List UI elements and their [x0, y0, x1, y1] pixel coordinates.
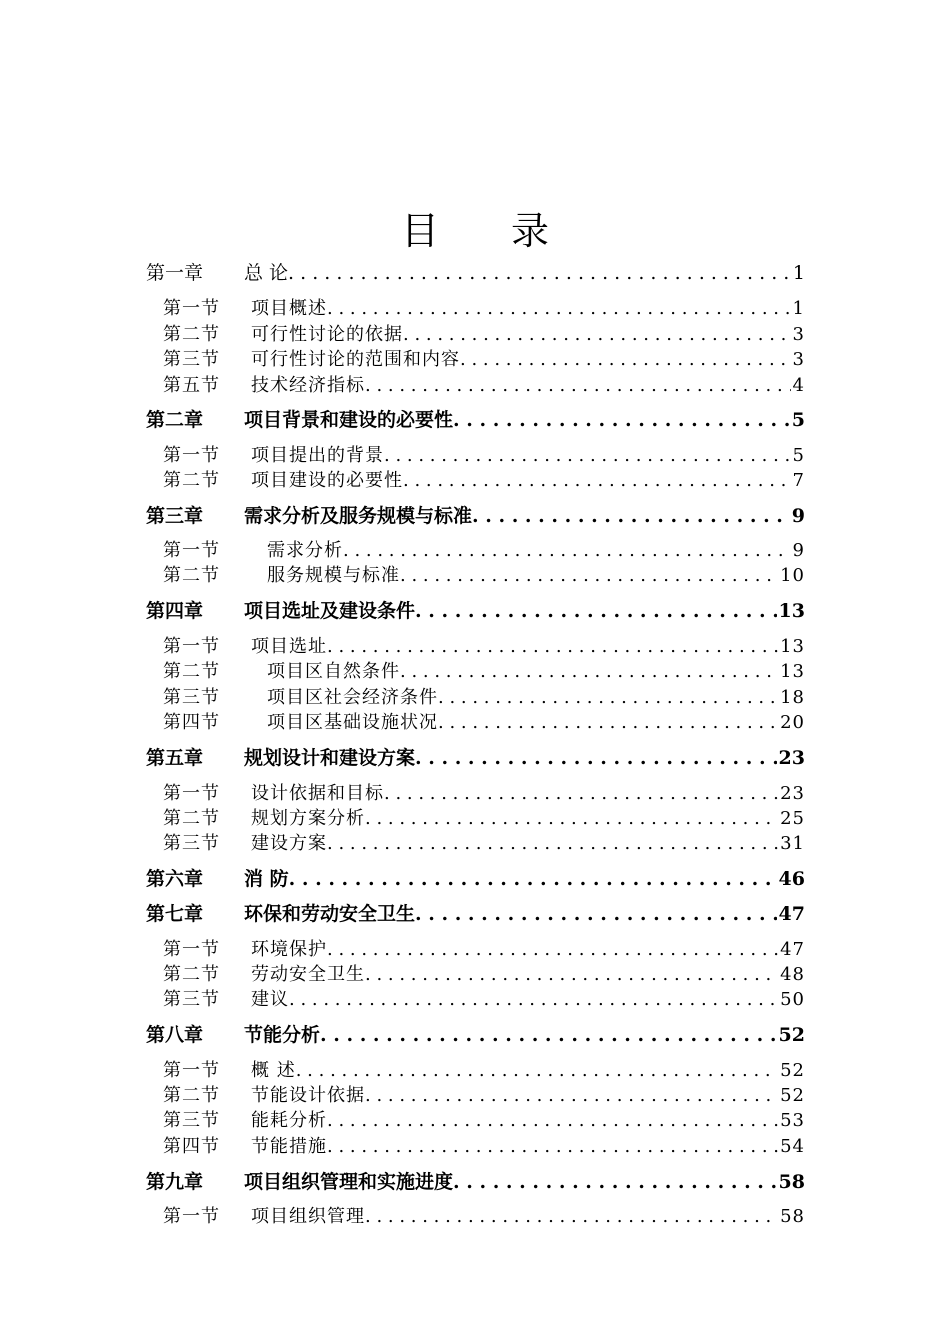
page-number: 52: [780, 1060, 805, 1081]
section-title: 技术经济指标: [251, 375, 365, 396]
chapter-title: 需求分析及服务规模与标准: [244, 505, 473, 527]
toc-section-entry[interactable]: [163, 779, 805, 805]
dot-leader: [327, 833, 778, 854]
section-number: 第一节: [163, 636, 220, 657]
section-title: 环境保护: [251, 939, 327, 960]
toc-section-entry[interactable]: [163, 804, 805, 830]
dot-leader: [384, 445, 791, 466]
chapter-number: 第三章: [146, 505, 204, 527]
section-number: 第三节: [163, 989, 220, 1010]
toc-section-entry[interactable]: [163, 1106, 805, 1132]
page-number: 18: [780, 687, 805, 708]
section-number: 第二节: [163, 470, 220, 491]
dot-leader: [400, 661, 778, 682]
dot-leader: [403, 324, 791, 345]
toc-section-entry[interactable]: [163, 985, 805, 1011]
chapter-title: 总 论: [244, 262, 289, 284]
toc-chapter-entry[interactable]: [146, 1167, 805, 1194]
section-number: 第三节: [163, 687, 220, 708]
page-number: 52: [778, 1024, 805, 1046]
section-number: 第五节: [163, 375, 220, 396]
page-number: 46: [778, 868, 805, 890]
chapter-number: 第八章: [146, 1024, 204, 1046]
dot-leader: [438, 712, 778, 733]
section-title: 设计依据和目标: [251, 783, 384, 804]
section-title: 项目概述: [251, 298, 327, 319]
toc-chapter-entry[interactable]: [146, 596, 805, 623]
section-title: 项目选址: [251, 636, 327, 657]
section-title: 需求分析: [267, 540, 343, 561]
dot-leader: [400, 565, 778, 586]
toc-section-entry[interactable]: [163, 1056, 805, 1082]
section-number: 第二节: [163, 565, 220, 586]
section-title: 可行性讨论的依据: [251, 324, 403, 345]
chapter-title: 规划设计和建设方案: [244, 747, 416, 769]
chapter-title: 节能分析: [244, 1024, 321, 1046]
page-number: 13: [778, 600, 805, 622]
section-title: 规划方案分析: [251, 808, 365, 829]
section-title: 项目区基础设施状况: [267, 712, 438, 733]
dot-leader: [460, 349, 791, 370]
section-title: 项目建设的必要性: [251, 470, 403, 491]
page-number: 9: [792, 540, 805, 561]
page-number: 9: [791, 505, 805, 527]
section-title: 项目组织管理: [251, 1206, 365, 1227]
dot-leader: [327, 298, 791, 319]
toc-section-entry[interactable]: [163, 935, 805, 961]
dot-leader: [438, 687, 778, 708]
page-number: 47: [778, 903, 805, 925]
dot-leader: [296, 1060, 778, 1081]
dot-leader: [365, 964, 778, 985]
page-number: 1: [792, 298, 805, 319]
section-number: 第一节: [163, 298, 220, 319]
dot-leader: [289, 989, 778, 1010]
toc-section-entry[interactable]: [163, 320, 805, 346]
page-number: 23: [780, 783, 805, 804]
section-title: 建设方案: [251, 833, 327, 854]
page-number: 13: [780, 661, 805, 682]
dot-leader: [327, 1136, 778, 1157]
section-title: 服务规模与标准: [267, 565, 400, 586]
chapter-title: 环保和劳动安全卫生: [244, 903, 416, 925]
page-number: 53: [780, 1110, 805, 1131]
section-number: 第四节: [163, 712, 220, 733]
dot-leader: [289, 868, 777, 890]
page-number: 48: [780, 964, 805, 985]
page-number: 20: [780, 712, 805, 733]
section-title: 项目区社会经济条件: [267, 687, 438, 708]
page-number: 58: [778, 1171, 805, 1193]
toc-section-entry[interactable]: [163, 657, 805, 683]
section-title: 劳动安全卫生: [251, 964, 365, 985]
toc-section-entry[interactable]: [163, 441, 805, 467]
toc-chapter-entry[interactable]: [146, 258, 805, 285]
chapter-number: 第二章: [146, 409, 204, 431]
page-number: 13: [780, 636, 805, 657]
page-number: 5: [792, 445, 805, 466]
section-title: 能耗分析: [251, 1110, 327, 1131]
toc-section-entry[interactable]: [163, 960, 805, 986]
toc-chapter-entry[interactable]: [146, 864, 805, 891]
page-number: 58: [780, 1206, 805, 1227]
dot-leader: [384, 783, 778, 804]
page-number: 10: [780, 565, 805, 586]
dot-leader: [343, 540, 791, 561]
section-number: 第二节: [163, 808, 220, 829]
section-title: 节能措施: [251, 1136, 327, 1157]
dot-leader: [415, 747, 777, 769]
toc-section-entry[interactable]: [163, 683, 805, 709]
section-title: 概 述: [251, 1060, 296, 1081]
toc-section-entry[interactable]: [163, 708, 805, 734]
toc-chapter-entry[interactable]: [146, 501, 805, 528]
page-number: 25: [780, 808, 805, 829]
dot-leader: [320, 1024, 777, 1046]
section-number: 第一节: [163, 445, 220, 466]
toc-section-entry[interactable]: [163, 345, 805, 371]
toc-section-entry[interactable]: [163, 1081, 805, 1107]
page-number: 54: [780, 1136, 805, 1157]
chapter-number: 第四章: [146, 600, 204, 622]
section-number: 第三节: [163, 1110, 220, 1131]
section-number: 第四节: [163, 1136, 220, 1157]
section-number: 第二节: [163, 964, 220, 985]
dot-leader: [403, 470, 791, 491]
toc-chapter-entry[interactable]: [146, 743, 805, 770]
page-number: 52: [780, 1085, 805, 1106]
section-title: 建议: [251, 989, 289, 1010]
section-number: 第三节: [163, 833, 220, 854]
toc-section-entry[interactable]: [163, 466, 805, 492]
section-number: 第二节: [163, 324, 220, 345]
dot-leader: [453, 409, 790, 431]
section-number: 第一节: [163, 540, 220, 561]
dot-leader: [327, 939, 778, 960]
chapter-title: 项目组织管理和实施进度: [244, 1171, 454, 1193]
page-number: 3: [792, 349, 805, 370]
section-number: 第一节: [163, 1060, 220, 1081]
dot-leader: [415, 903, 777, 925]
page-number: 23: [778, 747, 805, 769]
page-number: 31: [780, 833, 805, 854]
page-number: 3: [792, 324, 805, 345]
dot-leader: [453, 1171, 777, 1193]
chapter-title: 消 防: [244, 868, 289, 890]
toc-section-entry[interactable]: [163, 829, 805, 855]
section-number: 第二节: [163, 1085, 220, 1106]
dot-leader: [472, 505, 790, 527]
dot-leader: [365, 1085, 778, 1106]
toc-title: 目 录: [400, 209, 580, 253]
dot-leader: [288, 262, 791, 284]
dot-leader: [327, 636, 778, 657]
section-title: 项目区自然条件: [267, 661, 400, 682]
chapter-title: 项目选址及建设条件: [244, 600, 416, 622]
section-number: 第一节: [163, 783, 220, 804]
toc-section-entry[interactable]: [163, 1132, 805, 1158]
toc-chapter-entry[interactable]: [146, 1020, 805, 1047]
toc-section-entry[interactable]: [163, 632, 805, 658]
section-number: 第一节: [163, 939, 220, 960]
section-title: 项目提出的背景: [251, 445, 384, 466]
section-number: 第二节: [163, 661, 220, 682]
section-title: 可行性讨论的范围和内容: [251, 349, 460, 370]
dot-leader: [415, 600, 777, 622]
page-number: 4: [792, 375, 805, 396]
chapter-number: 第一章: [146, 262, 204, 284]
dot-leader: [327, 1110, 778, 1131]
page-number: 47: [780, 939, 805, 960]
chapter-number: 第五章: [146, 747, 204, 769]
toc-section-entry[interactable]: [163, 536, 805, 562]
page-number: 7: [792, 470, 805, 491]
page-number: 50: [780, 989, 805, 1010]
chapter-number: 第六章: [146, 868, 204, 890]
toc-chapter-entry[interactable]: [146, 899, 805, 926]
toc-section-entry[interactable]: [163, 1202, 805, 1228]
section-number: 第一节: [163, 1206, 220, 1227]
dot-leader: [365, 1206, 778, 1227]
section-title: 节能设计依据: [251, 1085, 365, 1106]
chapter-number: 第七章: [146, 903, 204, 925]
toc-chapter-entry[interactable]: [146, 405, 805, 432]
page-number: 5: [791, 409, 805, 431]
chapter-number: 第九章: [146, 1171, 204, 1193]
toc-section-entry[interactable]: [163, 294, 805, 320]
dot-leader: [365, 808, 778, 829]
section-number: 第三节: [163, 349, 220, 370]
chapter-title: 项目背景和建设的必要性: [244, 409, 454, 431]
dot-leader: [365, 375, 791, 396]
page-number: 1: [792, 262, 805, 284]
toc-section-entry[interactable]: [163, 371, 805, 397]
toc-section-entry[interactable]: [163, 561, 805, 587]
